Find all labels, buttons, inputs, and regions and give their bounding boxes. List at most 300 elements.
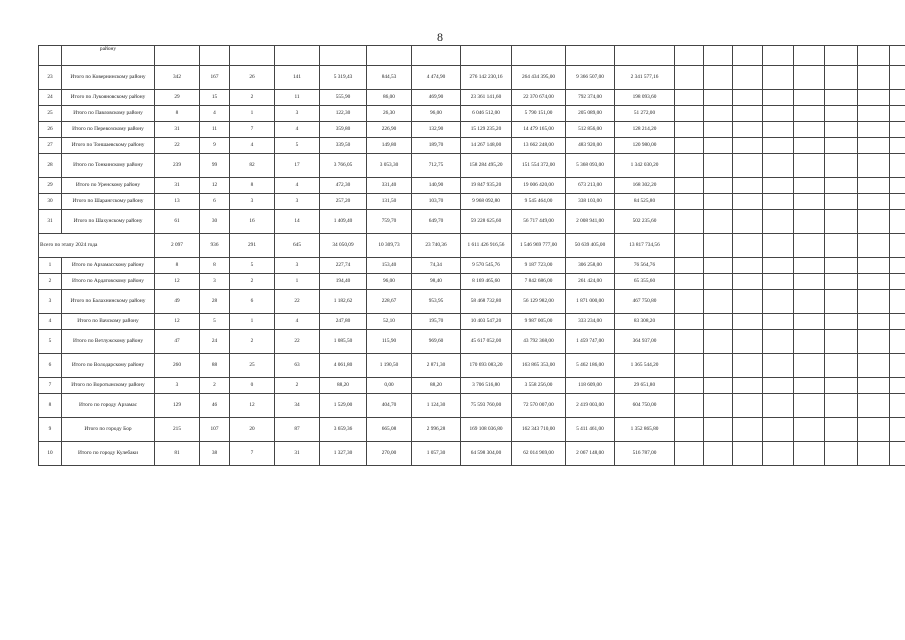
- row-number: 29: [39, 178, 62, 194]
- row-name: Итого по Вачскому району: [62, 314, 155, 330]
- empty-cell: [733, 442, 763, 466]
- row-name: Итого по городу Бор: [62, 418, 155, 442]
- table-cell: 3 706 516,80: [461, 378, 512, 394]
- empty-cell: [825, 210, 858, 234]
- table-cell: 167: [200, 66, 230, 90]
- empty-cell: [858, 290, 890, 314]
- empty-cell: [733, 66, 763, 90]
- empty-cell: [825, 122, 858, 138]
- empty-cell: [704, 122, 733, 138]
- empty-cell: [890, 418, 905, 442]
- empty-cell: [794, 354, 825, 378]
- empty-cell: [763, 314, 794, 330]
- empty-cell: [733, 194, 763, 210]
- row-name: Итого по Тонкинскому району: [62, 154, 155, 178]
- row-name: Итого по городу Кулебаки: [62, 442, 155, 466]
- row-number: 24: [39, 90, 62, 106]
- empty-cell: [858, 394, 890, 418]
- table-cell: 12: [155, 314, 200, 330]
- table-cell: 31: [275, 442, 320, 466]
- empty-cell: [890, 354, 905, 378]
- table-cell: 469,90: [412, 90, 461, 106]
- table-cell: 129: [155, 394, 200, 418]
- empty-cell: [890, 258, 905, 274]
- empty-cell: [794, 138, 825, 154]
- table-cell: 4: [275, 178, 320, 194]
- table-cell: 88,20: [412, 378, 461, 394]
- table-cell: 0: [230, 378, 275, 394]
- table-cell: 645: [275, 234, 320, 258]
- empty-cell: [675, 274, 704, 290]
- table-cell: 359,80: [320, 122, 367, 138]
- empty-cell: [858, 210, 890, 234]
- table-row: [39, 378, 905, 394]
- table-cell: 14: [275, 210, 320, 234]
- table-row: [39, 330, 905, 354]
- table-row: [39, 154, 905, 178]
- table-cell: 512 856,00: [566, 122, 615, 138]
- empty-cell: [794, 154, 825, 178]
- table-cell: 24: [200, 330, 230, 354]
- table-cell: 1 327,30: [320, 442, 367, 466]
- empty-cell: [825, 194, 858, 210]
- table-cell: 5 411 461,00: [566, 418, 615, 442]
- empty-cell: [794, 378, 825, 394]
- empty-cell: [794, 394, 825, 418]
- table-cell: 28: [200, 290, 230, 314]
- empty-cell: [794, 90, 825, 106]
- empty-cell: [890, 274, 905, 290]
- empty-cell: [733, 418, 763, 442]
- empty-cell: [675, 138, 704, 154]
- row-name: Итого по Ветлужскому району: [62, 330, 155, 354]
- table-cell: 46: [200, 394, 230, 418]
- table-cell: 13 662 248,00: [512, 138, 566, 154]
- empty-cell: [794, 330, 825, 354]
- table-cell: 15 129 235,20: [461, 122, 512, 138]
- table-cell: 198 093,60: [615, 90, 675, 106]
- empty-cell: [890, 178, 905, 194]
- table-cell: 3: [230, 194, 275, 210]
- table-cell: 29 651,80: [615, 378, 675, 394]
- table-cell: 364 937,00: [615, 330, 675, 354]
- empty-cell: [733, 394, 763, 418]
- row-number: 23: [39, 66, 62, 90]
- table-cell: 844,53: [367, 66, 412, 90]
- table-cell: 19 006 420,00: [512, 178, 566, 194]
- empty-cell: [675, 314, 704, 330]
- table-cell: 29: [155, 90, 200, 106]
- table-cell: 712,75: [412, 154, 461, 178]
- empty-cell: [733, 274, 763, 290]
- empty-cell: [763, 106, 794, 122]
- table-cell: 22: [275, 290, 320, 314]
- empty-cell: [763, 354, 794, 378]
- row-name: Итого по Уренскому району: [62, 178, 155, 194]
- table-cell: 195,70: [412, 314, 461, 330]
- empty-cell: [675, 234, 704, 258]
- table-cell: 502 235,60: [615, 210, 675, 234]
- table-cell: 6 046 512,00: [461, 106, 512, 122]
- table-cell: 0,00: [367, 378, 412, 394]
- table-cell: 11: [275, 90, 320, 106]
- table-cell: 9 366 507,00: [566, 66, 615, 90]
- table-cell: 23 740,36: [412, 234, 461, 258]
- table-cell: 936: [200, 234, 230, 258]
- empty-cell: [858, 178, 890, 194]
- table-cell: 2: [200, 378, 230, 394]
- row-name: Итого по Арзамасскому району: [62, 258, 155, 274]
- table-cell: 62 014 969,00: [512, 442, 566, 466]
- table-cell: 3: [275, 106, 320, 122]
- empty-cell: [890, 106, 905, 122]
- empty-cell: [675, 354, 704, 378]
- empty-cell: [763, 274, 794, 290]
- empty-cell: [704, 394, 733, 418]
- table-cell: 1 529,00: [320, 394, 367, 418]
- table-cell: 64 598 304,00: [461, 442, 512, 466]
- empty-cell: [890, 154, 905, 178]
- table-cell: 331,40: [367, 178, 412, 194]
- table-cell: 131,50: [367, 194, 412, 210]
- table-cell: 120 980,00: [615, 138, 675, 154]
- empty-cell: [763, 394, 794, 418]
- table-cell: 9 987 005,00: [512, 314, 566, 330]
- table-cell: 3 659,36: [320, 418, 367, 442]
- table-cell: 673 213,00: [566, 178, 615, 194]
- table-cell: 118 609,00: [566, 378, 615, 394]
- table-cell: 140,90: [412, 178, 461, 194]
- table-cell: 76 564,76: [615, 258, 675, 274]
- table-cell: 15: [200, 90, 230, 106]
- table-cell: 34: [275, 394, 320, 418]
- row-number: 9: [39, 418, 62, 442]
- empty-cell: [825, 274, 858, 290]
- table-cell: 141: [275, 66, 320, 90]
- row-number: 4: [39, 314, 62, 330]
- table-row: [39, 274, 905, 290]
- table-cell: 270,00: [367, 442, 412, 466]
- table-cell: 9 968 092,80: [461, 194, 512, 210]
- empty-cell: [704, 258, 733, 274]
- table-cell: 3 558 256,00: [512, 378, 566, 394]
- row-number: 2: [39, 274, 62, 290]
- row-name: Итого по Перевозскому району: [62, 122, 155, 138]
- empty-cell: [890, 314, 905, 330]
- table-cell: 52,10: [367, 314, 412, 330]
- empty-cell: [675, 210, 704, 234]
- table-cell: 4: [275, 122, 320, 138]
- table-row: [39, 90, 905, 106]
- empty-cell: [858, 234, 890, 258]
- table-cell: 1 124,30: [412, 394, 461, 418]
- empty-cell: [858, 106, 890, 122]
- empty-cell: [858, 274, 890, 290]
- table-cell: 7 842 686,00: [512, 274, 566, 290]
- table-row: [39, 314, 905, 330]
- empty-cell: [675, 106, 704, 122]
- empty-cell: [825, 314, 858, 330]
- table-cell: 87: [275, 418, 320, 442]
- table-cell: 22: [155, 138, 200, 154]
- table-cell: 2: [275, 378, 320, 394]
- empty-cell: [704, 330, 733, 354]
- table-cell: 8: [155, 106, 200, 122]
- table-cell: 81: [155, 442, 200, 466]
- empty-cell: [890, 90, 905, 106]
- table-cell: 10 403 547,20: [461, 314, 512, 330]
- table-row: [39, 138, 905, 154]
- table-cell: 2 067 148,00: [566, 442, 615, 466]
- table-cell: 3 053,30: [367, 154, 412, 178]
- table-row: [39, 106, 905, 122]
- table-cell: 3: [275, 194, 320, 210]
- table-cell: 333 234,00: [566, 314, 615, 330]
- table-cell: 75 593 760,00: [461, 394, 512, 418]
- empty-cell: [675, 178, 704, 194]
- empty-cell: [825, 234, 858, 258]
- table-cell: 1: [275, 274, 320, 290]
- table-cell: 58 468 732,80: [461, 290, 512, 314]
- table-cell: 83 308,20: [615, 314, 675, 330]
- data-table: [38, 45, 905, 466]
- table-cell: 22 370 674,00: [512, 90, 566, 106]
- row-number: 7: [39, 378, 62, 394]
- empty-cell: [733, 378, 763, 394]
- empty-cell: [825, 290, 858, 314]
- table-cell: 5 368 093,00: [566, 154, 615, 178]
- empty-cell: [763, 194, 794, 210]
- empty-cell: [675, 66, 704, 90]
- empty-cell: [733, 290, 763, 314]
- table-cell: 16: [230, 210, 275, 234]
- table-cell: 115,90: [367, 330, 412, 354]
- empty-cell: [704, 178, 733, 194]
- empty-cell: [858, 90, 890, 106]
- row-name: Итого по Шарангскому району: [62, 194, 155, 210]
- empty-cell: [858, 154, 890, 178]
- empty-cell: [825, 66, 858, 90]
- empty-cell: [858, 442, 890, 466]
- empty-cell: [794, 258, 825, 274]
- table-cell: 4 474,90: [412, 66, 461, 90]
- table-cell: 472,30: [320, 178, 367, 194]
- table-cell: 43 792 368,00: [512, 330, 566, 354]
- empty-cell: [890, 138, 905, 154]
- table-cell: 96,00: [367, 274, 412, 290]
- table-cell: 31: [155, 178, 200, 194]
- table-cell: 8: [200, 258, 230, 274]
- table-cell: 7: [230, 122, 275, 138]
- table-cell: 26: [230, 66, 275, 90]
- table-cell: 404,70: [367, 394, 412, 418]
- table-row: [39, 418, 905, 442]
- table-cell: 555,90: [320, 90, 367, 106]
- table-cell: 5 462 186,00: [566, 354, 615, 378]
- empty-cell: [733, 330, 763, 354]
- table-cell: 132,90: [412, 122, 461, 138]
- table-cell: 20: [230, 418, 275, 442]
- table-cell: 1 342 030,20: [615, 154, 675, 178]
- empty-cell: [890, 194, 905, 210]
- empty-cell: [858, 314, 890, 330]
- table-cell: 3: [155, 378, 200, 394]
- table-cell: 30: [200, 210, 230, 234]
- table-cell: 2 008 941,00: [566, 210, 615, 234]
- table-cell: 47: [155, 330, 200, 354]
- table-cell: 483 920,00: [566, 138, 615, 154]
- row-number: 3: [39, 290, 62, 314]
- empty-cell: [890, 234, 905, 258]
- empty-cell: [733, 234, 763, 258]
- table-cell: 22: [275, 330, 320, 354]
- table-cell: 14 267 148,00: [461, 138, 512, 154]
- table-cell: 26,30: [367, 106, 412, 122]
- table-cell: 151 554 372,00: [512, 154, 566, 178]
- table-cell: 2: [230, 330, 275, 354]
- empty-cell: [858, 418, 890, 442]
- empty-cell: [825, 258, 858, 274]
- table-cell: 82: [230, 154, 275, 178]
- table-cell: 226,90: [367, 122, 412, 138]
- table-cell: 792 374,00: [566, 90, 615, 106]
- empty-cell: [763, 418, 794, 442]
- table-cell: 2: [230, 90, 275, 106]
- table-cell: 1 871 000,00: [566, 290, 615, 314]
- table-cell: 291: [230, 234, 275, 258]
- table-cell: 228,67: [367, 290, 412, 314]
- table-cell: 12: [155, 274, 200, 290]
- table-cell: 189,70: [412, 138, 461, 154]
- table-cell: 1 365 544,20: [615, 354, 675, 378]
- empty-cell: [733, 210, 763, 234]
- table-cell: 122,30: [320, 106, 367, 122]
- table-cell: 2 419 003,00: [566, 394, 615, 418]
- empty-cell: [890, 442, 905, 466]
- table-row: [39, 46, 905, 66]
- row-name: Итого по Ковернинскому району: [62, 66, 155, 90]
- empty-cell: [763, 178, 794, 194]
- table-cell: 516 787,00: [615, 442, 675, 466]
- table-row: [39, 234, 905, 258]
- table-cell: 99: [200, 154, 230, 178]
- table-cell: 4: [230, 138, 275, 154]
- empty-cell: [733, 154, 763, 178]
- table-cell: 1 085,50: [320, 330, 367, 354]
- table-cell: 2: [230, 274, 275, 290]
- empty-cell: [733, 122, 763, 138]
- table-cell: 9 570 545,76: [461, 258, 512, 274]
- table-cell: 4: [275, 314, 320, 330]
- empty-cell: [825, 442, 858, 466]
- table-cell: 604 750,00: [615, 394, 675, 418]
- empty-cell: [890, 66, 905, 90]
- table-cell: 12: [200, 178, 230, 194]
- table-cell: 6: [230, 290, 275, 314]
- table-cell: 65 355,60: [615, 274, 675, 290]
- row-name: Итого по Ардатовскому району: [62, 274, 155, 290]
- table-cell: 86,00: [367, 90, 412, 106]
- table-cell: 1 546 969 777,00: [512, 234, 566, 258]
- empty-cell: [794, 178, 825, 194]
- empty-cell: [704, 378, 733, 394]
- empty-cell: [704, 314, 733, 330]
- empty-cell: [704, 418, 733, 442]
- table-cell: 1 182,62: [320, 290, 367, 314]
- empty-cell: [763, 290, 794, 314]
- table-cell: 45 617 052,00: [461, 330, 512, 354]
- row-number: 30: [39, 194, 62, 210]
- table-cell: 9: [200, 138, 230, 154]
- table-cell: 194,40: [320, 274, 367, 290]
- row-name: Итого по городу Арзамас: [62, 394, 155, 418]
- row-name: Итого по Лукояновскому району: [62, 90, 155, 106]
- table-cell: 56 717 449,00: [512, 210, 566, 234]
- row-number: 25: [39, 106, 62, 122]
- empty-cell: [675, 330, 704, 354]
- table-cell: 2 996,28: [412, 418, 461, 442]
- empty-cell: [890, 394, 905, 418]
- table-cell: 2 341 577,16: [615, 66, 675, 90]
- table-cell: 1 057,30: [412, 442, 461, 466]
- table-cell: 759,70: [367, 210, 412, 234]
- row-name: Итого по Воротынскому району: [62, 378, 155, 394]
- table-cell: 4 061,80: [320, 354, 367, 378]
- empty-cell: [858, 354, 890, 378]
- table-cell: 10 309,73: [367, 234, 412, 258]
- empty-cell: [675, 90, 704, 106]
- empty-cell: [704, 138, 733, 154]
- empty-cell: [675, 418, 704, 442]
- empty-cell: [825, 330, 858, 354]
- table-cell: 128 214,20: [615, 122, 675, 138]
- table-cell: 5: [230, 258, 275, 274]
- empty-cell: [794, 194, 825, 210]
- table-cell: 261 424,00: [566, 274, 615, 290]
- empty-cell: [858, 194, 890, 210]
- empty-cell: [825, 418, 858, 442]
- empty-cell: [858, 122, 890, 138]
- empty-cell: [763, 258, 794, 274]
- table-cell: 6: [200, 194, 230, 210]
- empty-cell: [890, 378, 905, 394]
- empty-cell: [704, 290, 733, 314]
- table-cell: 49: [155, 290, 200, 314]
- table-cell: 2 871,30: [412, 354, 461, 378]
- empty-cell: [704, 154, 733, 178]
- table-cell: 103,70: [412, 194, 461, 210]
- table-cell: 169 108 036,80: [461, 418, 512, 442]
- table-cell: 149,80: [367, 138, 412, 154]
- table-cell: 215: [155, 418, 200, 442]
- empty-cell: [704, 234, 733, 258]
- empty-cell: [794, 234, 825, 258]
- table-cell: 3: [200, 274, 230, 290]
- table-cell: 306 258,00: [566, 258, 615, 274]
- table-cell: 98,40: [412, 274, 461, 290]
- table-cell: 107: [200, 418, 230, 442]
- empty-cell: [704, 90, 733, 106]
- empty-cell: [763, 378, 794, 394]
- empty-cell: [704, 442, 733, 466]
- empty-cell: [704, 274, 733, 290]
- table-cell: 1 190,50: [367, 354, 412, 378]
- table-cell: 88,20: [320, 378, 367, 394]
- empty-cell: [763, 210, 794, 234]
- table-cell: 5 319,43: [320, 66, 367, 90]
- table-cell: 467 750,80: [615, 290, 675, 314]
- table-row: [39, 290, 905, 314]
